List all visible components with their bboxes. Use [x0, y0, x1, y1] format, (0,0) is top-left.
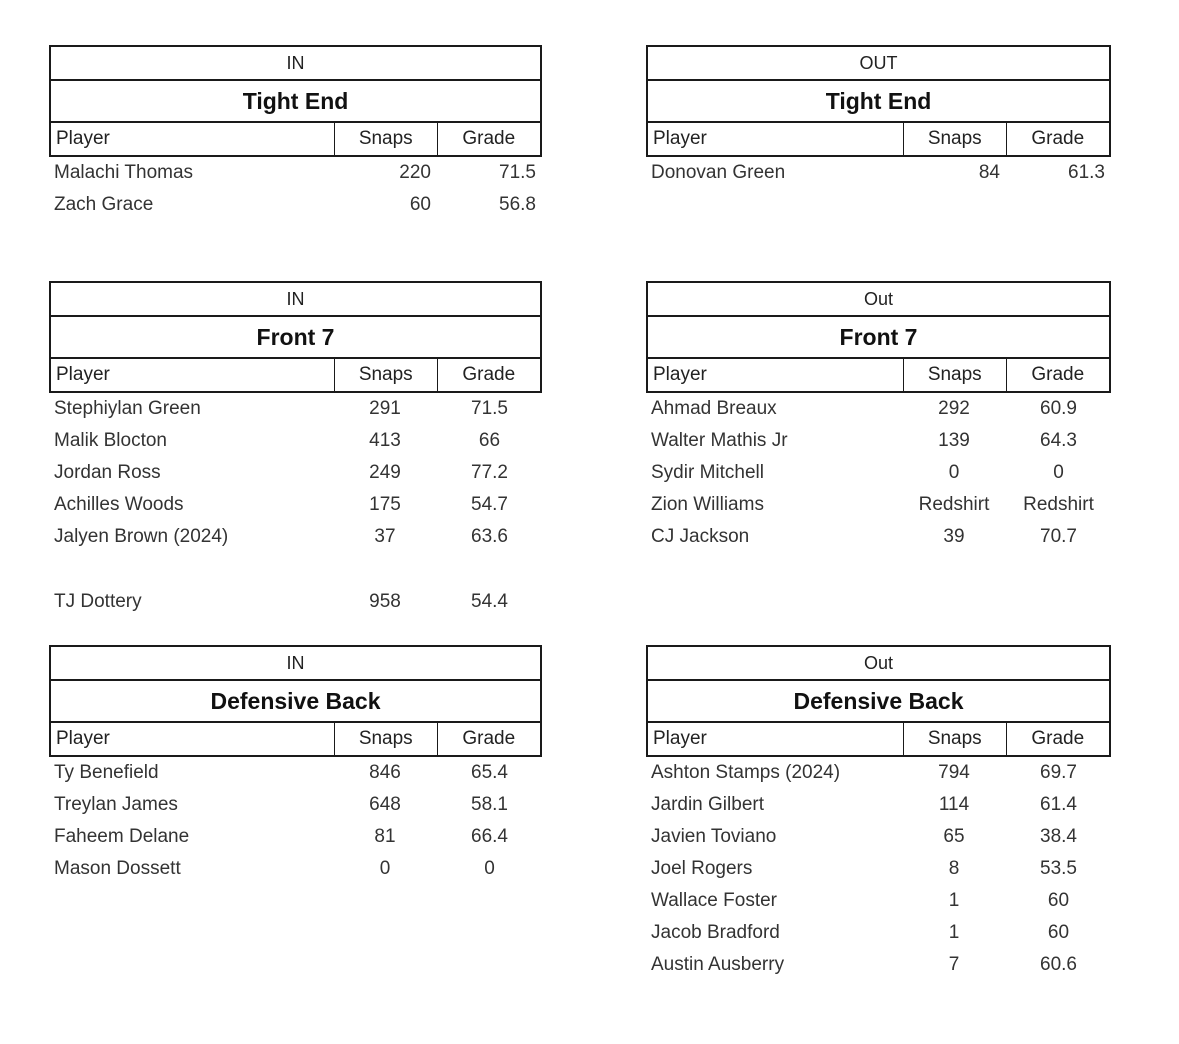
table-row	[49, 457, 542, 489]
table-row	[646, 917, 1111, 949]
table-caption: Out	[648, 283, 1109, 317]
cell-snaps: 1	[948, 922, 960, 943]
col-grade: Grade	[1031, 728, 1085, 749]
table-row	[646, 457, 1111, 489]
column-headers	[51, 359, 540, 393]
cell-player: Jardin Gilbert	[651, 794, 764, 815]
table-header	[646, 281, 1111, 393]
cell-player: Ashton Stamps (2024)	[651, 762, 841, 783]
cell-grade: 71.5	[471, 398, 508, 419]
table-header	[646, 645, 1111, 757]
table-body	[646, 393, 1111, 553]
table-row	[49, 757, 542, 789]
cell-snaps: 139	[938, 430, 970, 451]
table-row	[646, 949, 1111, 981]
cell-player: Zion Williams	[651, 494, 764, 515]
table-header	[49, 645, 542, 757]
col-player: Player	[648, 723, 904, 755]
table-body	[49, 157, 542, 221]
cell-grade: 66.4	[471, 826, 508, 847]
cell-snaps: 81	[374, 826, 396, 847]
table-caption: IN	[51, 647, 540, 681]
table-title: Front 7	[51, 317, 540, 359]
cell-player: Treylan James	[54, 794, 178, 815]
cell-player: CJ Jackson	[651, 526, 750, 547]
front7-out-table	[646, 281, 1111, 553]
cell-snaps: 39	[943, 526, 965, 547]
col-grade: Grade	[462, 128, 516, 149]
column-headers	[648, 123, 1109, 157]
cell-snaps: 60	[409, 194, 431, 215]
cell-snaps: 7	[948, 954, 960, 975]
cell-player: Jordan Ross	[54, 462, 161, 483]
cell-snaps: 175	[369, 494, 401, 515]
cell-grade: 0	[484, 858, 495, 879]
col-grade: Grade	[462, 728, 516, 749]
table-row	[49, 521, 542, 553]
col-grade: Grade	[462, 364, 516, 385]
table-body	[646, 757, 1111, 981]
cell-grade: 58.1	[471, 794, 508, 815]
table-caption: OUT	[648, 47, 1109, 81]
tight-end-in-table	[49, 45, 542, 221]
col-snaps: Snaps	[904, 723, 1007, 755]
cell-snaps: 65	[943, 826, 965, 847]
table-row	[646, 789, 1111, 821]
cell-snaps: 114	[938, 794, 970, 815]
table-row	[49, 789, 542, 821]
cell-grade: 65.4	[471, 762, 508, 783]
cell-snaps: 1	[948, 890, 960, 911]
cell-snaps: 794	[938, 762, 970, 783]
col-player: Player	[51, 123, 335, 155]
col-snaps: Snaps	[335, 723, 438, 755]
column-headers	[648, 723, 1109, 757]
cell-snaps: 84	[978, 162, 1000, 183]
cell-player: Austin Ausberry	[651, 954, 785, 975]
cell-grade: 60.6	[1040, 954, 1077, 975]
cell-grade: 64.3	[1040, 430, 1077, 451]
column-headers	[51, 123, 540, 157]
table-title: Tight End	[648, 81, 1109, 123]
cell-player: Malachi Thomas	[54, 162, 194, 183]
col-player: Player	[51, 359, 335, 391]
table-body	[49, 393, 542, 618]
table-caption: IN	[51, 283, 540, 317]
cell-snaps: 220	[399, 162, 431, 183]
table-header	[646, 45, 1111, 157]
cell-snaps: 0	[948, 462, 960, 483]
cell-player: TJ Dottery	[54, 591, 142, 612]
table-row	[646, 885, 1111, 917]
cell-player: Donovan Green	[651, 162, 786, 183]
cell-player: Jalyen Brown (2024)	[54, 526, 229, 547]
col-grade: Grade	[1031, 128, 1085, 149]
cell-grade: 63.6	[471, 526, 508, 547]
table-row	[49, 821, 542, 853]
cell-snaps: 291	[369, 398, 401, 419]
col-player: Player	[51, 723, 335, 755]
column-headers	[648, 359, 1109, 393]
cell-grade: 66	[478, 430, 501, 451]
col-grade: Grade	[1031, 364, 1085, 385]
cell-grade: 77.2	[471, 462, 508, 483]
cell-snaps: 249	[369, 462, 401, 483]
cell-grade: 61.4	[1040, 794, 1077, 815]
cell-player: Joel Rogers	[651, 858, 753, 879]
cell-snaps: 648	[369, 794, 401, 815]
col-snaps: Snaps	[335, 123, 438, 155]
table-row	[49, 393, 542, 425]
table-caption: IN	[51, 47, 540, 81]
front7-in-table	[49, 281, 542, 618]
cell-snaps: 846	[369, 762, 401, 783]
cell-snaps: 0	[379, 858, 391, 879]
cell-grade: 61.3	[1068, 162, 1105, 183]
table-title: Defensive Back	[648, 681, 1109, 723]
row-spacer	[49, 553, 542, 586]
cell-snaps: 8	[948, 858, 960, 879]
cell-grade: 38.4	[1040, 826, 1077, 847]
cell-snaps: 292	[938, 398, 970, 419]
cell-grade: 71.5	[499, 162, 536, 183]
cell-grade: 0	[1053, 462, 1064, 483]
cell-snaps: 958	[369, 591, 401, 612]
cell-grade: 54.7	[471, 494, 508, 515]
cell-player: Walter Mathis Jr	[651, 430, 788, 451]
cell-player: Zach Grace	[54, 194, 154, 215]
cell-grade: 56.8	[499, 194, 536, 215]
cell-player: Javien Toviano	[651, 826, 777, 847]
table-row	[49, 425, 542, 457]
col-snaps: Snaps	[904, 123, 1007, 155]
cell-player: Stephiylan Green	[54, 398, 201, 419]
table-row	[646, 489, 1111, 521]
cell-snaps: 413	[369, 430, 401, 451]
db-out-table	[646, 645, 1111, 981]
col-player: Player	[648, 359, 904, 391]
table-row	[49, 189, 542, 221]
cell-player: Achilles Woods	[54, 494, 184, 515]
table-row	[49, 157, 542, 189]
table-row	[646, 157, 1111, 189]
table-row	[646, 821, 1111, 853]
cell-player: Jacob Bradford	[651, 922, 780, 943]
col-snaps: Snaps	[904, 359, 1007, 391]
table-body	[49, 757, 542, 885]
cell-grade: 70.7	[1040, 526, 1077, 547]
table-row	[646, 757, 1111, 789]
cell-grade: 60.9	[1040, 398, 1077, 419]
table-caption: Out	[648, 647, 1109, 681]
cell-grade: 69.7	[1040, 762, 1077, 783]
table-header	[49, 45, 542, 157]
table-row	[646, 425, 1111, 457]
cell-player: Sydir Mitchell	[651, 462, 764, 483]
cell-grade: 53.5	[1040, 858, 1077, 879]
cell-grade: 54.4	[471, 591, 508, 612]
cell-player: Ahmad Breaux	[651, 398, 777, 419]
table-row	[49, 586, 542, 618]
table-header	[49, 281, 542, 393]
table-title: Tight End	[51, 81, 540, 123]
table-row	[49, 853, 542, 885]
col-snaps: Snaps	[335, 359, 438, 391]
table-row	[646, 853, 1111, 885]
column-headers	[51, 723, 540, 757]
cell-snaps: 37	[374, 526, 396, 547]
cell-player: Faheem Delane	[54, 826, 190, 847]
table-row	[646, 393, 1111, 425]
table-row	[49, 489, 542, 521]
cell-grade: 60	[1047, 890, 1070, 911]
table-row	[646, 521, 1111, 553]
cell-player: Mason Dossett	[54, 858, 181, 879]
col-player: Player	[648, 123, 904, 155]
cell-grade: 60	[1047, 922, 1070, 943]
cell-snaps: Redshirt	[918, 494, 990, 515]
cell-player: Wallace Foster	[651, 890, 777, 911]
cell-player: Malik Blocton	[54, 430, 167, 451]
cell-player: Ty Benefield	[54, 762, 159, 783]
table-title: Front 7	[648, 317, 1109, 359]
table-title: Defensive Back	[51, 681, 540, 723]
table-body	[646, 157, 1111, 189]
tight-end-out-table	[646, 45, 1111, 189]
cell-grade: Redshirt	[1023, 494, 1094, 515]
db-in-table	[49, 645, 542, 885]
